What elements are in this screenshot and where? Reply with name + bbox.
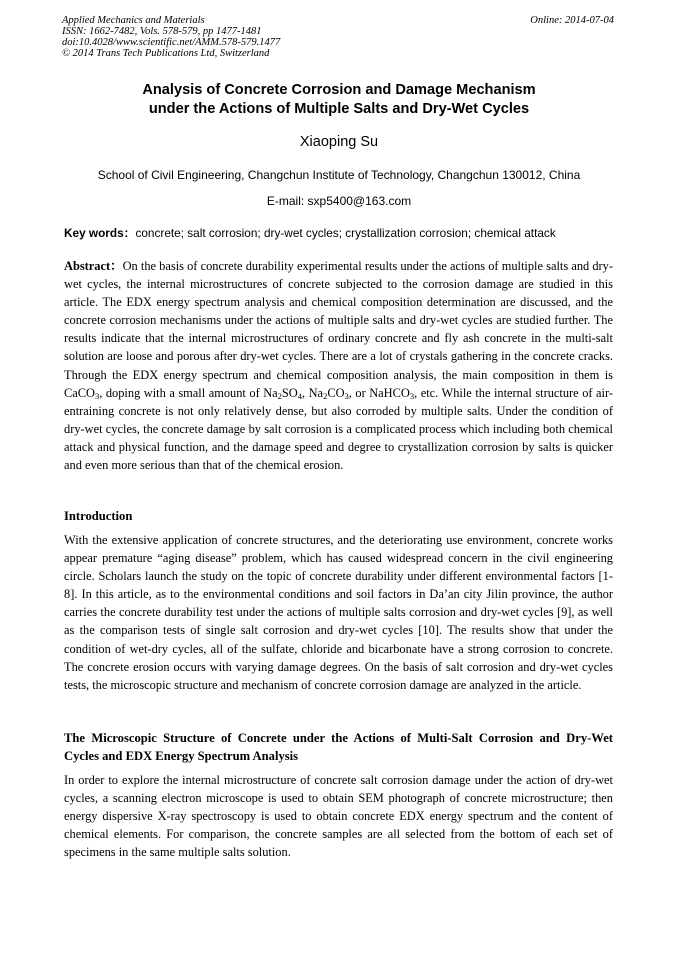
- journal-doi[interactable]: doi:10.4028/www.scientific.net/AMM.578-579.1477: [62, 37, 281, 48]
- abstract-text-3: SO: [281, 385, 298, 400]
- abstract-text-1: On the basis of concrete durability experimental results under the actions of multiple salts and dry-wet cycles, the internal microstructures of concrete subjected to the corrosion damage are studied in this article. The EDX energy spectrum analysis and chemical composition determination are discussed, and the concrete corrosion mechanisms under the actions of multiple salts and dry-wet cycles are studied further. The results indicate that the internal microstructures of ordinary concrete and fly ash concrete in the multi-salt solution are loose and porous after dry-wet cycles. There are a lot of crystals gathering in the concrete cracks. Through the EDX energy spectrum and chemical composition analysis, the main composition in them is CaCO: [64, 259, 614, 400]
- abstract-text-6: , or NaHCO: [348, 385, 410, 400]
- abstract-text-7: , etc. While the internal structure of air-entraining concrete is not only relatively dense, but also corroded by multiple salts. Under the condition of dry-wet cycles, the concrete damage by salt corrosion is a complicated process which including both chemical attack and physical function, and the damage speed and degree to crystallization corrosion by salts is quicker and even more serious than that of the chemical erosion.: [64, 385, 613, 473]
- online-date: Online: 2014-07-04: [530, 15, 614, 26]
- journal-copyright: © 2014 Trans Tech Publications Ltd, Switzerland: [62, 48, 270, 59]
- author-affiliation: School of Civil Engineering, Changchun Institute of Technology, Changchun 130012, China: [97, 168, 581, 182]
- abstract-label: Abstract：: [64, 259, 123, 273]
- keywords-text: concrete; salt corrosion; dry-wet cycles; crystallization corrosion; chemical attack: [135, 226, 556, 240]
- title-line-2: under the Actions of Multiple Salts and Dry-Wet Cycles: [148, 101, 530, 117]
- abstract-text-4: , Na: [302, 385, 324, 400]
- journal-issn: ISSN: 1662-7482, Vols. 578-579, pp 1477-1481: [62, 26, 262, 37]
- abstract-sub-2: 2: [277, 390, 282, 401]
- section2-paragraph: In order to explore the internal microstructure of concrete salt corrosion damage under the action of dry-wet cycles, a scanning electron microscope is used to obtain SEM photograph of concrete microstructure; then energy dispersive X-ray spectroscopy is used to obtain concrete EDX energy spectrum and the content of chemical elements. For comparison, the concrete samples are all selected from the bottom of each set of specimens in the same multiple salts solution.: [64, 773, 613, 860]
- abstract-text-5: CO: [327, 385, 345, 400]
- journal-header: [62, 15, 280, 59]
- abstract-sub-3: 4: [297, 390, 302, 401]
- paper-title: [40, 81, 638, 119]
- keywords-line: [64, 225, 624, 241]
- title-line-1: Analysis of Concrete Corrosion and Damage Mechanism: [142, 82, 536, 98]
- abstract-text-2: , doping with a small amount of Na: [99, 385, 278, 400]
- introduction-paragraph: With the extensive application of concrete structures, and the deteriorating use environment, concrete works appear premature “aging disease” problem, which has caused widespread concern in the civil engineering circle. Scholars launch the study on the topic of concrete durability under different environmental factors [1-8]. In this article, as to the environmental conditions and soil factors in Da’an city Jilin province, the author carries the concrete durability test under the actions of multiple salts corrosion and dry-wet cycles [9], as well as the comparison tests of single salt corrosion and dry-wet cycles [10]. The results show that under the condition of wet-dry cycles, all of the sulfate, chloride and bicarbonate have a strong corrosion to concrete. The concrete erosion occurs with varying damage degrees. On the basis of salt corrosion and dry-wet cycles tests, the microscopic structure and mechanism of concrete corrosion damage are analyzed in the article.: [64, 533, 613, 692]
- section2-heading: The Microscopic Structure of Concrete under the Actions of Multi-Salt Corrosion and Dry-Wet Cycles and EDX Energy Spectrum Analysis: [64, 731, 613, 763]
- author-name: Xiaoping Su: [299, 134, 379, 150]
- author-email[interactable]: E-mail: sxp5400@163.com: [266, 194, 412, 208]
- introduction-heading: Introduction: [64, 509, 133, 523]
- keywords-label: Key words：: [64, 226, 136, 240]
- abstract-sub-1: 3: [94, 390, 100, 401]
- abstract-sub-6: 3: [409, 390, 415, 401]
- abstract-sub-5: 3: [344, 390, 349, 401]
- abstract-sub-4: 2: [323, 390, 328, 401]
- abstract-paragraph: [64, 257, 613, 474]
- journal-name: Applied Mechanics and Materials: [62, 15, 205, 26]
